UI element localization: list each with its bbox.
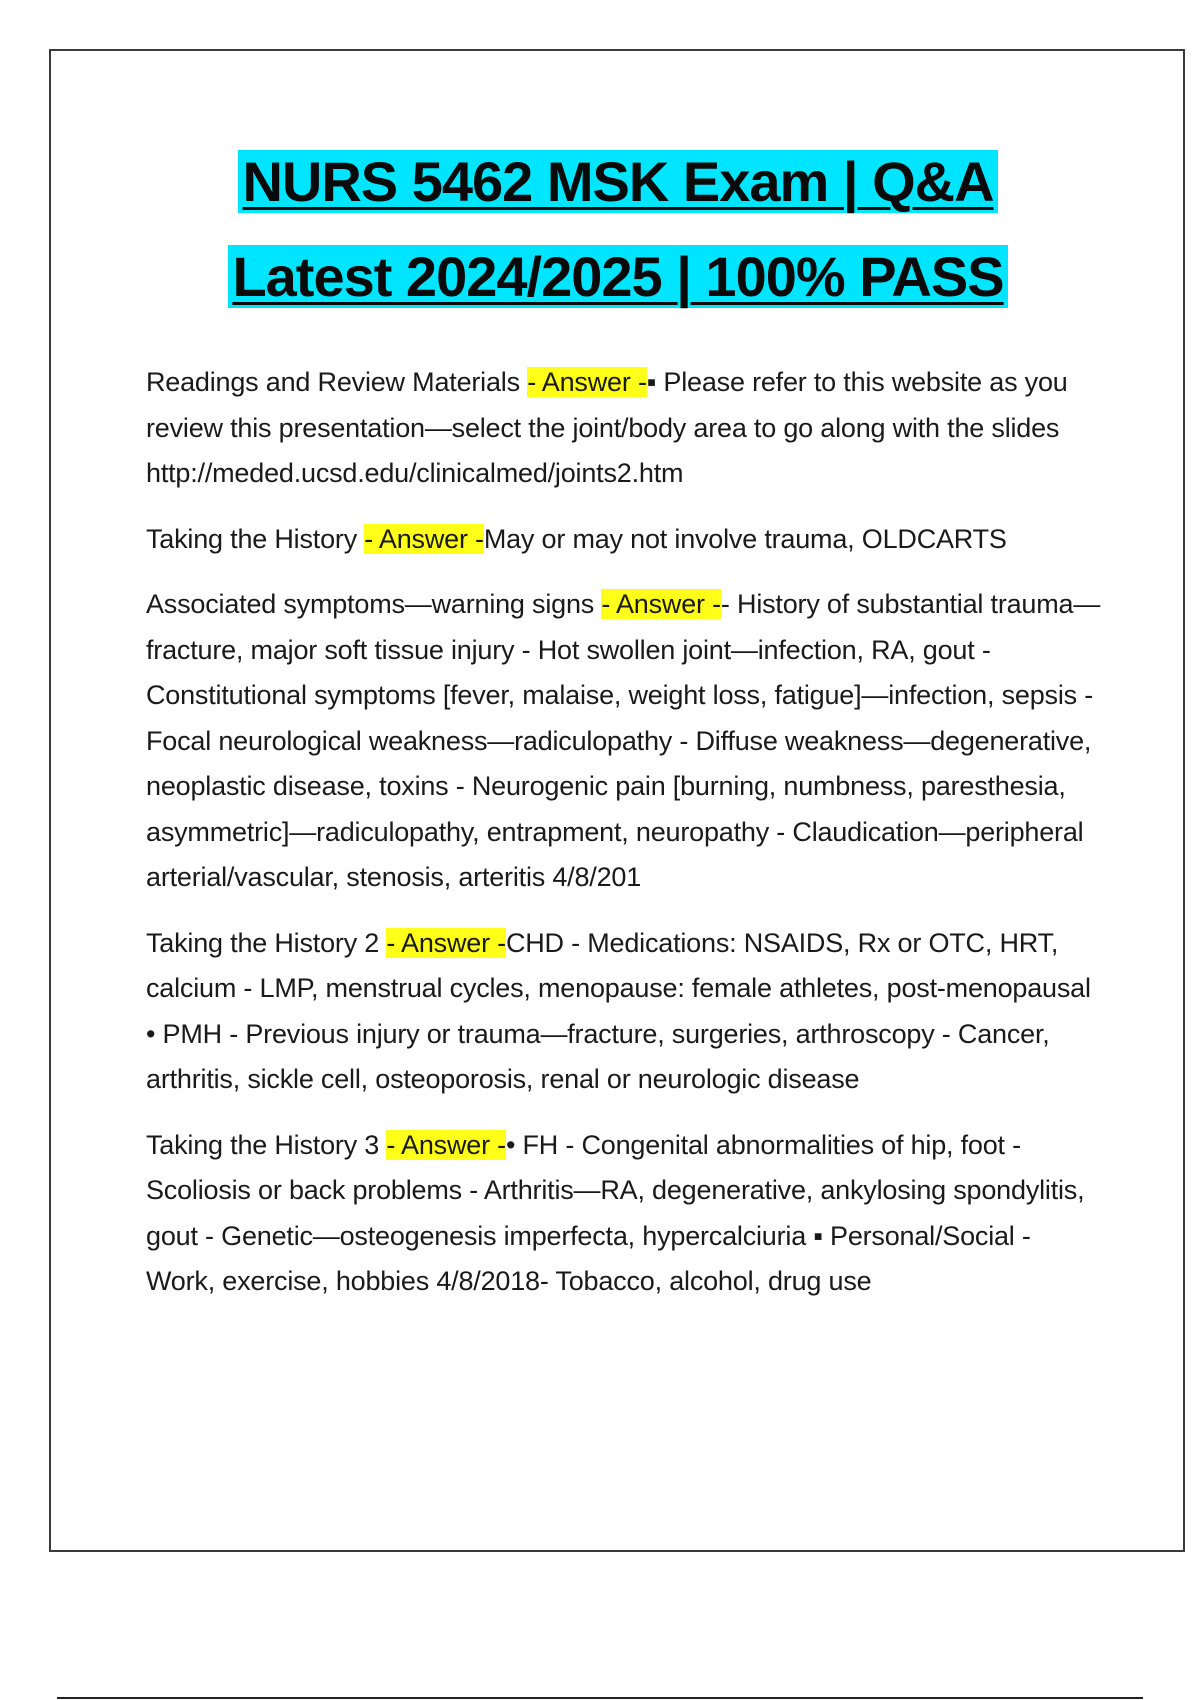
answer-tag: - Answer - <box>527 367 647 397</box>
question-text: Taking the History 2 <box>146 927 387 958</box>
document-title <box>0 142 1200 332</box>
qa-entry <box>146 1123 1101 1305</box>
question-text: Taking the History <box>146 523 365 554</box>
qa-entry <box>146 921 1101 1103</box>
answer-tag: - Answer - <box>364 523 484 554</box>
question-text: Readings and Review Materials <box>146 367 528 397</box>
qa-entry <box>146 517 1101 563</box>
qa-entry <box>146 360 1101 497</box>
answer-text: - History of substantial trauma—fracture, major soft tissue injury - Hot swollen joint—infection, RA, gout - Constitutional symptoms [fever, malaise, weight loss, fatigue]—infection, sepsis - Focal neurological weakness—radiculopathy - Diffuse weakness—degenerative, neoplastic disease, toxins - Neurogenic pain [burning, numbness, paresthesia, asymmetric]—radiculopathy, entrapment, neuropathy - Claudication—peripheral arterial/vascular, stenosis, arteritis 4/8/201 <box>146 589 1101 892</box>
title-line-2: Latest 2024/2025 | 100% PASS <box>228 245 1007 308</box>
answer-text: • FH - Congenital abnormalities of hip, foot - Scoliosis or back problems - Arthritis—RA, degenerative, ankylosing spondylitis, gout - Genetic—osteogenesis imperfecta, hypercalciuria ▪ Personal/Social - Work, exercise, hobbies 4/8/2018- Tobacco, alcohol, drug use <box>146 1129 1085 1296</box>
answer-tag: - Answer - <box>386 927 506 958</box>
question-text: Taking the History 3 <box>146 1129 387 1160</box>
answer-text: CHD - Medications: NSAIDS, Rx or OTC, HRT, calcium - LMP, menstrual cycles, menopause: female athletes, post-menopausal • PMH - Previous injury or trauma—fracture, surgeries, arthroscopy - Cancer, arthritis, sickle cell, osteoporosis, renal or neurologic disease <box>146 927 1091 1094</box>
title-line-1: NURS 5462 MSK Exam | Q&A <box>238 150 997 213</box>
answer-tag: - Answer - <box>601 589 721 619</box>
qa-entry <box>146 582 1101 901</box>
answer-text: May or may not involve trauma, OLDCARTS <box>483 523 1007 554</box>
answer-tag: - Answer - <box>386 1129 506 1160</box>
question-text: Associated symptoms—warning signs <box>146 589 602 619</box>
bottom-rule <box>57 1697 1143 1699</box>
qa-list <box>146 360 1101 1325</box>
answer-text: ▪ Please refer to this website as you review this presentation—select the joint/body area to go along with the slides http://meded.ucsd.edu/clinicalmed/joints2.htm <box>146 367 1068 488</box>
